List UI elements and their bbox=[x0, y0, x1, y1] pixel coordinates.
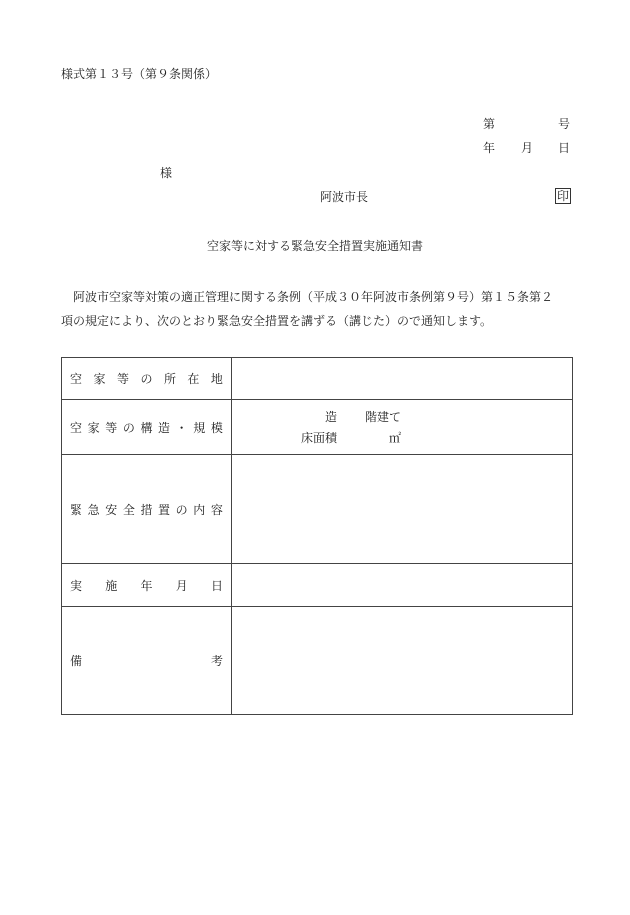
implementation-date-label bbox=[62, 564, 232, 607]
label-char: の bbox=[122, 420, 135, 435]
table-row-structure bbox=[62, 400, 573, 455]
body-line-1: 阿波市空家等対策の適正管理に関する条例（平成３０年阿波市条例第９号）第１５条第２ bbox=[61, 290, 554, 304]
implementation-date-value[interactable] bbox=[232, 564, 573, 607]
form-number: 様式第１３号（第９条関係） bbox=[61, 67, 218, 81]
label-char: 措 bbox=[140, 502, 153, 517]
structure-label bbox=[62, 400, 232, 455]
label-char: 在 bbox=[187, 372, 200, 386]
location-label bbox=[62, 358, 232, 400]
measure-content-value[interactable] bbox=[232, 455, 573, 564]
table-row-date bbox=[62, 564, 573, 607]
sender-name: 阿波市長 bbox=[320, 190, 369, 204]
label-char: 月 bbox=[175, 578, 188, 593]
label-char: 置 bbox=[158, 502, 171, 517]
label-char: 等 bbox=[105, 420, 118, 435]
floor-area-label: 床面積 bbox=[301, 431, 338, 445]
label-char: 考 bbox=[210, 654, 223, 668]
seal-mark: 印 bbox=[557, 189, 570, 203]
date-day: 日 bbox=[558, 141, 571, 155]
table-row-remarks bbox=[62, 607, 573, 715]
label-char: 地 bbox=[210, 372, 223, 386]
remarks-label bbox=[62, 607, 232, 715]
label-char: 家 bbox=[93, 372, 106, 386]
label-char: 構 bbox=[140, 420, 153, 435]
label-char: ・ bbox=[175, 420, 188, 435]
label-char: 全 bbox=[122, 502, 135, 517]
label-char: 造 bbox=[158, 420, 171, 435]
doc-number-prefix: 第 bbox=[483, 117, 496, 131]
date-year: 年 bbox=[483, 141, 496, 155]
table-row-measure-content bbox=[62, 455, 573, 564]
label-char: 等 bbox=[116, 372, 129, 386]
label-char: 急 bbox=[87, 502, 100, 517]
label-char: の bbox=[140, 372, 153, 386]
document-title: 空家等に対する緊急安全措置実施通知書 bbox=[206, 239, 423, 253]
label-char: 年 bbox=[140, 578, 153, 593]
remarks-value[interactable] bbox=[232, 607, 573, 715]
label-char: 規 bbox=[193, 420, 206, 435]
structure-value[interactable] bbox=[232, 400, 573, 455]
label-char: の bbox=[175, 502, 188, 517]
label-char: 容 bbox=[210, 502, 223, 517]
date-month: 月 bbox=[521, 141, 534, 155]
label-char: 内 bbox=[193, 502, 206, 517]
label-char: 日 bbox=[210, 578, 223, 593]
label-char: 実 bbox=[70, 578, 83, 593]
body-line-2: 項の規定により、次のとおり緊急安全措置を講ずる（講じた）ので通知します。 bbox=[61, 314, 493, 328]
label-char: 家 bbox=[87, 420, 100, 435]
label-char: 空 bbox=[70, 420, 83, 435]
label-char: 所 bbox=[163, 372, 176, 386]
area-unit-label: ㎡ bbox=[389, 431, 402, 445]
floors-label: 階建て bbox=[365, 410, 402, 424]
addressee-honorific: 様 bbox=[160, 166, 173, 180]
label-char: 備 bbox=[70, 654, 83, 668]
doc-number-suffix: 号 bbox=[558, 117, 571, 131]
label-char: 施 bbox=[105, 578, 118, 593]
measure-content-label bbox=[62, 455, 232, 564]
label-char: 緊 bbox=[70, 502, 83, 517]
structure-type-label: 造 bbox=[325, 410, 338, 424]
label-char: 安 bbox=[105, 502, 118, 517]
label-char: 空 bbox=[70, 372, 83, 386]
location-value[interactable] bbox=[232, 358, 573, 400]
details-table bbox=[61, 357, 573, 715]
label-char: 模 bbox=[210, 420, 223, 435]
table-row-location bbox=[62, 358, 573, 400]
